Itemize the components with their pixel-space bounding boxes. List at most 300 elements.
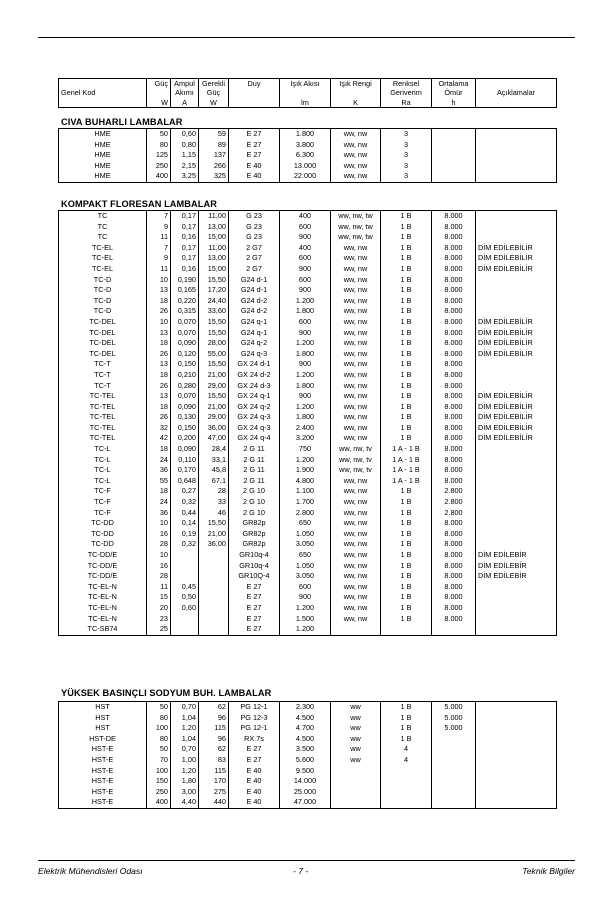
cell-duy: G24 q-1 [229,317,280,328]
cell-guc: 70 [147,755,171,766]
table-row [59,370,557,381]
cell-ampul-akimi: 0,32 [171,497,199,508]
cell-isik-akisi: 6.300 [280,150,331,161]
cell-isik-rengi: ww, nw [331,349,381,360]
cell-isik-akisi: 25.000 [280,787,331,798]
header-cell-isik-rengi: K [331,98,381,108]
cell-aciklamalar: DİM EDİLEBİLİR [476,423,557,434]
cell-isik-rengi: ww, nw [331,161,381,172]
cell-isik-rengi [331,787,381,798]
table-row [59,550,557,561]
cell-renksel-geriverim: 1 B [381,349,432,360]
cell-duy: E 27 [229,624,280,635]
cell-isik-akisi: 1.800 [280,381,331,392]
cell-duy: 2 G 10 [229,508,280,519]
cell-guc: 36 [147,465,171,476]
cell-ampul-akimi: 1,04 [171,713,199,724]
table-row [59,285,557,296]
cell-aciklamalar [476,603,557,614]
cell-aciklamalar [476,486,557,497]
cell-renksel-geriverim: 3 [381,171,432,182]
cell-isik-akisi: 900 [280,391,331,402]
cell-renksel-geriverim: 1 B [381,264,432,275]
cell-ampul-akimi: 0,070 [171,317,199,328]
cell-gerekli-guc [199,561,229,572]
cell-aciklamalar [476,624,557,635]
cell-genel-kod: TC-F [59,486,147,497]
cell-renksel-geriverim: 1 B [381,338,432,349]
cell-renksel-geriverim: 1 B [381,529,432,540]
cell-gerekli-guc: 33 [199,497,229,508]
cell-ortalama-omur: 2.800 [432,486,476,497]
cell-renksel-geriverim: 1 B [381,702,432,713]
cell-genel-kod: HME [59,129,147,140]
header-row [59,79,557,89]
cell-ortalama-omur: 5.000 [432,723,476,734]
cell-duy: E 40 [229,171,280,182]
cell-guc: 100 [147,723,171,734]
cell-aciklamalar: DİM EDİLEBİLİR [476,328,557,339]
cell-ampul-akimi: 0,17 [171,243,199,254]
cell-ortalama-omur: 8.000 [432,550,476,561]
cell-ortalama-omur: 8.000 [432,296,476,307]
cell-ampul-akimi [171,550,199,561]
cell-ortalama-omur: 8.000 [432,614,476,625]
cell-genel-kod: HST-E [59,755,147,766]
cell-isik-rengi: ww, nw [331,571,381,582]
cell-aciklamalar: DİM EDİLEBİLİR [476,253,557,264]
cell-ampul-akimi [171,561,199,572]
table-row [59,275,557,286]
cell-ortalama-omur: 8.000 [432,412,476,423]
cell-ortalama-omur: 2.800 [432,497,476,508]
cell-isik-akisi: 1.200 [280,370,331,381]
table-row [59,571,557,582]
cell-aciklamalar: DİM EDİLEBİLİR [476,402,557,413]
cell-isik-rengi: ww, nw, tw [331,211,381,222]
cell-renksel-geriverim: 1 B [381,486,432,497]
cell-isik-akisi: 3.200 [280,433,331,444]
cell-guc: 13 [147,285,171,296]
cell-guc: 10 [147,550,171,561]
cell-isik-akisi: 400 [280,211,331,222]
cell-ortalama-omur: 8.000 [432,275,476,286]
cell-genel-kod: HST [59,723,147,734]
cell-isik-akisi: 900 [280,285,331,296]
cell-ampul-akimi: 1,20 [171,766,199,777]
table-row [59,381,557,392]
cell-renksel-geriverim: 1 B [381,592,432,603]
header-cell-ortalama-omur: h [432,98,476,108]
cell-gerekli-guc: 21,00 [199,529,229,540]
cell-ortalama-omur: 8.000 [432,529,476,540]
cell-ortalama-omur: 8.000 [432,381,476,392]
cell-gerekli-guc: 266 [199,161,229,172]
cell-isik-rengi: ww, nw [331,508,381,519]
cell-aciklamalar [476,766,557,777]
cell-isik-akisi: 2.300 [280,702,331,713]
cell-genel-kod: TC-DEL [59,338,147,349]
cell-isik-rengi: ww, nw [331,518,381,529]
cell-guc: 7 [147,243,171,254]
cell-gerekli-guc: 36,00 [199,423,229,434]
cell-isik-rengi [331,776,381,787]
cell-isik-akisi: 900 [280,264,331,275]
cell-duy: GR82p [229,529,280,540]
cell-genel-kod: HME [59,150,147,161]
cell-gerekli-guc: 36,00 [199,539,229,550]
cell-ortalama-omur: 8.000 [432,328,476,339]
table-row [59,161,557,172]
cell-guc: 9 [147,253,171,264]
cell-isik-akisi: 22.000 [280,171,331,182]
cell-renksel-geriverim: 1 B [381,391,432,402]
cell-isik-rengi: ww, nw [331,539,381,550]
cell-duy: G 23 [229,232,280,243]
cell-duy: E 27 [229,592,280,603]
cell-aciklamalar: DİM EDİLEBİR [476,561,557,572]
cell-renksel-geriverim [381,624,432,635]
table-row [59,766,557,777]
cell-aciklamalar [476,211,557,222]
cell-isik-rengi: ww, nw [331,423,381,434]
cell-guc: 400 [147,797,171,808]
cell-guc: 13 [147,359,171,370]
cell-isik-rengi: ww, nw [331,328,381,339]
cell-guc: 23 [147,614,171,625]
cell-ampul-akimi: 0,090 [171,402,199,413]
table-row [59,391,557,402]
cell-aciklamalar: DİM EDİLEBİLİR [476,391,557,402]
cell-gerekli-guc: 15,50 [199,359,229,370]
cell-duy: GR10Q-4 [229,571,280,582]
cell-ortalama-omur: 8.000 [432,211,476,222]
cell-isik-akisi: 1.200 [280,338,331,349]
civa-table [58,128,557,183]
cell-ampul-akimi: 1,80 [171,776,199,787]
cell-isik-rengi: ww [331,744,381,755]
cell-gerekli-guc: 13,00 [199,222,229,233]
cell-gerekli-guc: 28 [199,486,229,497]
cell-isik-akisi: 14.000 [280,776,331,787]
cell-aciklamalar [476,497,557,508]
cell-ampul-akimi: 0,44 [171,508,199,519]
table-row [59,171,557,182]
cell-duy: 2 G7 [229,243,280,254]
cell-guc: 150 [147,776,171,787]
cell-renksel-geriverim [381,766,432,777]
cell-genel-kod: TC-L [59,444,147,455]
cell-isik-akisi: 650 [280,518,331,529]
cell-aciklamalar: DİM EDİLEBİLİR [476,243,557,254]
cell-gerekli-guc: 96 [199,734,229,745]
cell-aciklamalar: DİM EDİLEBİLİR [476,412,557,423]
cell-duy: E 40 [229,161,280,172]
cell-guc: 13 [147,328,171,339]
cell-ortalama-omur: 8.000 [432,253,476,264]
cell-isik-rengi: ww, nw [331,243,381,254]
cell-isik-rengi [331,766,381,777]
cell-guc: 25 [147,624,171,635]
cell-ortalama-omur [432,161,476,172]
cell-aciklamalar [476,150,557,161]
cell-renksel-geriverim: 1 B [381,243,432,254]
cell-isik-rengi: ww, nw [331,497,381,508]
cell-duy: E 40 [229,797,280,808]
cell-ampul-akimi: 0,70 [171,744,199,755]
cell-ortalama-omur: 8.000 [432,285,476,296]
cell-duy: RX 7s [229,734,280,745]
cell-aciklamalar [476,734,557,745]
cell-ampul-akimi: 0,070 [171,328,199,339]
cell-renksel-geriverim: 1 B [381,433,432,444]
cell-guc: 10 [147,317,171,328]
cell-renksel-geriverim: 1 B [381,614,432,625]
cell-gerekli-guc: 15,00 [199,264,229,275]
cell-genel-kod: TC-DD [59,529,147,540]
cell-gerekli-guc: 15,50 [199,518,229,529]
cell-isik-akisi: 1.900 [280,465,331,476]
cell-duy: 2 G 11 [229,455,280,466]
cell-isik-rengi: ww, nw [331,550,381,561]
cell-duy: 2 G 11 [229,476,280,487]
header-cell-renksel-geriverim: Ra [381,98,432,108]
cell-duy: G24 d-1 [229,285,280,296]
cell-renksel-geriverim: 1 B [381,508,432,519]
cell-isik-rengi: ww [331,734,381,745]
cell-genel-kod: HST-DE [59,734,147,745]
cell-isik-rengi: ww [331,755,381,766]
cell-genel-kod: HME [59,171,147,182]
cell-guc: 28 [147,571,171,582]
cell-gerekli-guc [199,614,229,625]
cell-aciklamalar [476,222,557,233]
cell-gerekli-guc: 33,1 [199,455,229,466]
cell-renksel-geriverim: 4 [381,755,432,766]
cell-duy: GX 24 q-2 [229,402,280,413]
cell-guc: 32 [147,423,171,434]
cell-ortalama-omur [432,171,476,182]
cell-renksel-geriverim: 1 B [381,497,432,508]
cell-renksel-geriverim: 1 B [381,222,432,233]
cell-aciklamalar [476,539,557,550]
cell-aciklamalar [476,129,557,140]
cell-isik-akisi: 4.700 [280,723,331,734]
cell-renksel-geriverim: 1 B [381,518,432,529]
cell-renksel-geriverim: 1 B [381,275,432,286]
header-cell-aciklamalar [476,98,557,108]
cell-ampul-akimi: 0,315 [171,306,199,317]
cell-genel-kod: TC-TEL [59,423,147,434]
cell-guc: 16 [147,529,171,540]
table-row [59,702,557,713]
cell-genel-kod: TC-EL-N [59,592,147,603]
cell-ampul-akimi: 0,45 [171,582,199,593]
table-row [59,264,557,275]
cell-isik-rengi: ww [331,723,381,734]
cell-gerekli-guc: 47,00 [199,433,229,444]
cell-renksel-geriverim: 1 B [381,423,432,434]
cell-gerekli-guc: 29,00 [199,381,229,392]
cell-ortalama-omur: 8.000 [432,222,476,233]
cell-genel-kod: TC [59,232,147,243]
cell-guc: 250 [147,161,171,172]
header-cell-guc: W [147,98,171,108]
kompakt-table [58,210,557,636]
cell-isik-rengi: ww, nw [331,359,381,370]
section-title-sodyum: YÜKSEK BASINÇLI SODYUM BUH. LAMBALAR [61,688,272,698]
cell-renksel-geriverim: 1 B [381,582,432,593]
cell-renksel-geriverim: 3 [381,161,432,172]
cell-aciklamalar [476,455,557,466]
cell-genel-kod: TC-D [59,296,147,307]
cell-isik-akisi: 3.800 [280,140,331,151]
cell-isik-akisi: 750 [280,444,331,455]
cell-isik-akisi: 1.200 [280,402,331,413]
cell-ampul-akimi: 0,648 [171,476,199,487]
cell-ampul-akimi: 0,50 [171,592,199,603]
cell-isik-rengi: ww, nw [331,275,381,286]
cell-renksel-geriverim: 1 B [381,370,432,381]
cell-isik-rengi: ww [331,713,381,724]
cell-renksel-geriverim: 1 B [381,402,432,413]
table-row [59,787,557,798]
cell-guc: 42 [147,433,171,444]
cell-guc: 7 [147,211,171,222]
cell-ortalama-omur: 2.800 [432,508,476,519]
cell-isik-rengi: ww, nw [331,140,381,151]
cell-ortalama-omur: 8.000 [432,402,476,413]
cell-guc: 11 [147,232,171,243]
cell-isik-akisi: 47.000 [280,797,331,808]
table-row [59,412,557,423]
cell-ampul-akimi: 0,280 [171,381,199,392]
cell-guc: 18 [147,402,171,413]
cell-isik-akisi: 2.800 [280,508,331,519]
cell-isik-akisi: 1.200 [280,296,331,307]
cell-ortalama-omur [432,755,476,766]
cell-gerekli-guc: 11,00 [199,211,229,222]
cell-ortalama-omur: 8.000 [432,476,476,487]
table-row [59,539,557,550]
cell-isik-rengi: ww, nw, tv [331,465,381,476]
cell-ortalama-omur [432,129,476,140]
table-row [59,755,557,766]
header-cell-duy [229,88,280,97]
cell-gerekli-guc: 46 [199,508,229,519]
cell-genel-kod: TC-TEL [59,433,147,444]
cell-aciklamalar [476,702,557,713]
header-cell-ortalama-omur: Ortalama [432,79,476,89]
cell-genel-kod: HME [59,161,147,172]
cell-guc: 9 [147,222,171,233]
cell-ampul-akimi: 0,090 [171,444,199,455]
cell-genel-kod: TC-L [59,465,147,476]
table-row [59,243,557,254]
cell-isik-akisi: 3.500 [280,744,331,755]
cell-isik-akisi: 1.800 [280,129,331,140]
cell-ortalama-omur: 8.000 [432,603,476,614]
cell-ampul-akimi: 1,04 [171,734,199,745]
cell-gerekli-guc: 24,40 [199,296,229,307]
cell-duy: G24 d-1 [229,275,280,286]
cell-isik-akisi: 600 [280,222,331,233]
table-row [59,444,557,455]
table-row [59,476,557,487]
cell-renksel-geriverim: 1 B [381,359,432,370]
cell-genel-kod: HST-E [59,787,147,798]
cell-ortalama-omur: 8.000 [432,306,476,317]
table-row [59,349,557,360]
table-row [59,734,557,745]
header-cell-isik-rengi: Işık Rengi [331,79,381,89]
cell-ampul-akimi: 0,150 [171,423,199,434]
cell-ampul-akimi: 1,15 [171,150,199,161]
cell-isik-akisi: 400 [280,243,331,254]
cell-duy: G 23 [229,222,280,233]
cell-renksel-geriverim [381,797,432,808]
table-row [59,465,557,476]
cell-isik-rengi: ww, nw [331,402,381,413]
cell-ampul-akimi: 0,190 [171,275,199,286]
cell-renksel-geriverim: 3 [381,129,432,140]
cell-isik-akisi: 3.050 [280,571,331,582]
cell-genel-kod: TC-F [59,508,147,519]
header-cell-duy [229,98,280,108]
cell-isik-akisi: 4.500 [280,713,331,724]
cell-ampul-akimi: 0,60 [171,603,199,614]
cell-aciklamalar [476,296,557,307]
cell-duy: GR10q-4 [229,561,280,572]
table-row [59,140,557,151]
cell-aciklamalar [476,518,557,529]
cell-guc: 50 [147,744,171,755]
cell-genel-kod: TC-D [59,285,147,296]
cell-gerekli-guc: 83 [199,755,229,766]
cell-guc: 18 [147,486,171,497]
cell-duy: GR82p [229,518,280,529]
cell-genel-kod: TC-L [59,455,147,466]
header-cell-ampul-akimi: A [171,98,199,108]
cell-duy: GX 24 d-3 [229,381,280,392]
cell-aciklamalar [476,744,557,755]
cell-genel-kod: TC [59,222,147,233]
cell-genel-kod: TC-TEL [59,391,147,402]
table-row [59,328,557,339]
cell-ampul-akimi: 0,17 [171,253,199,264]
cell-duy: 2 G7 [229,253,280,264]
cell-duy: 2 G 10 [229,497,280,508]
cell-aciklamalar [476,275,557,286]
table-row [59,561,557,572]
cell-guc: 26 [147,349,171,360]
cell-aciklamalar [476,797,557,808]
cell-aciklamalar [476,370,557,381]
cell-ampul-akimi: 0,170 [171,465,199,476]
cell-guc: 50 [147,702,171,713]
cell-isik-rengi: ww, nw [331,381,381,392]
cell-duy: 2 G 11 [229,444,280,455]
cell-renksel-geriverim: 1 B [381,561,432,572]
cell-genel-kod: TC-EL [59,264,147,275]
cell-genel-kod: TC-T [59,370,147,381]
cell-isik-rengi: ww, nw [331,264,381,275]
cell-genel-kod: TC [59,211,147,222]
cell-isik-akisi: 1.800 [280,412,331,423]
cell-guc: 80 [147,713,171,724]
cell-aciklamalar [476,285,557,296]
cell-renksel-geriverim: 1 B [381,285,432,296]
